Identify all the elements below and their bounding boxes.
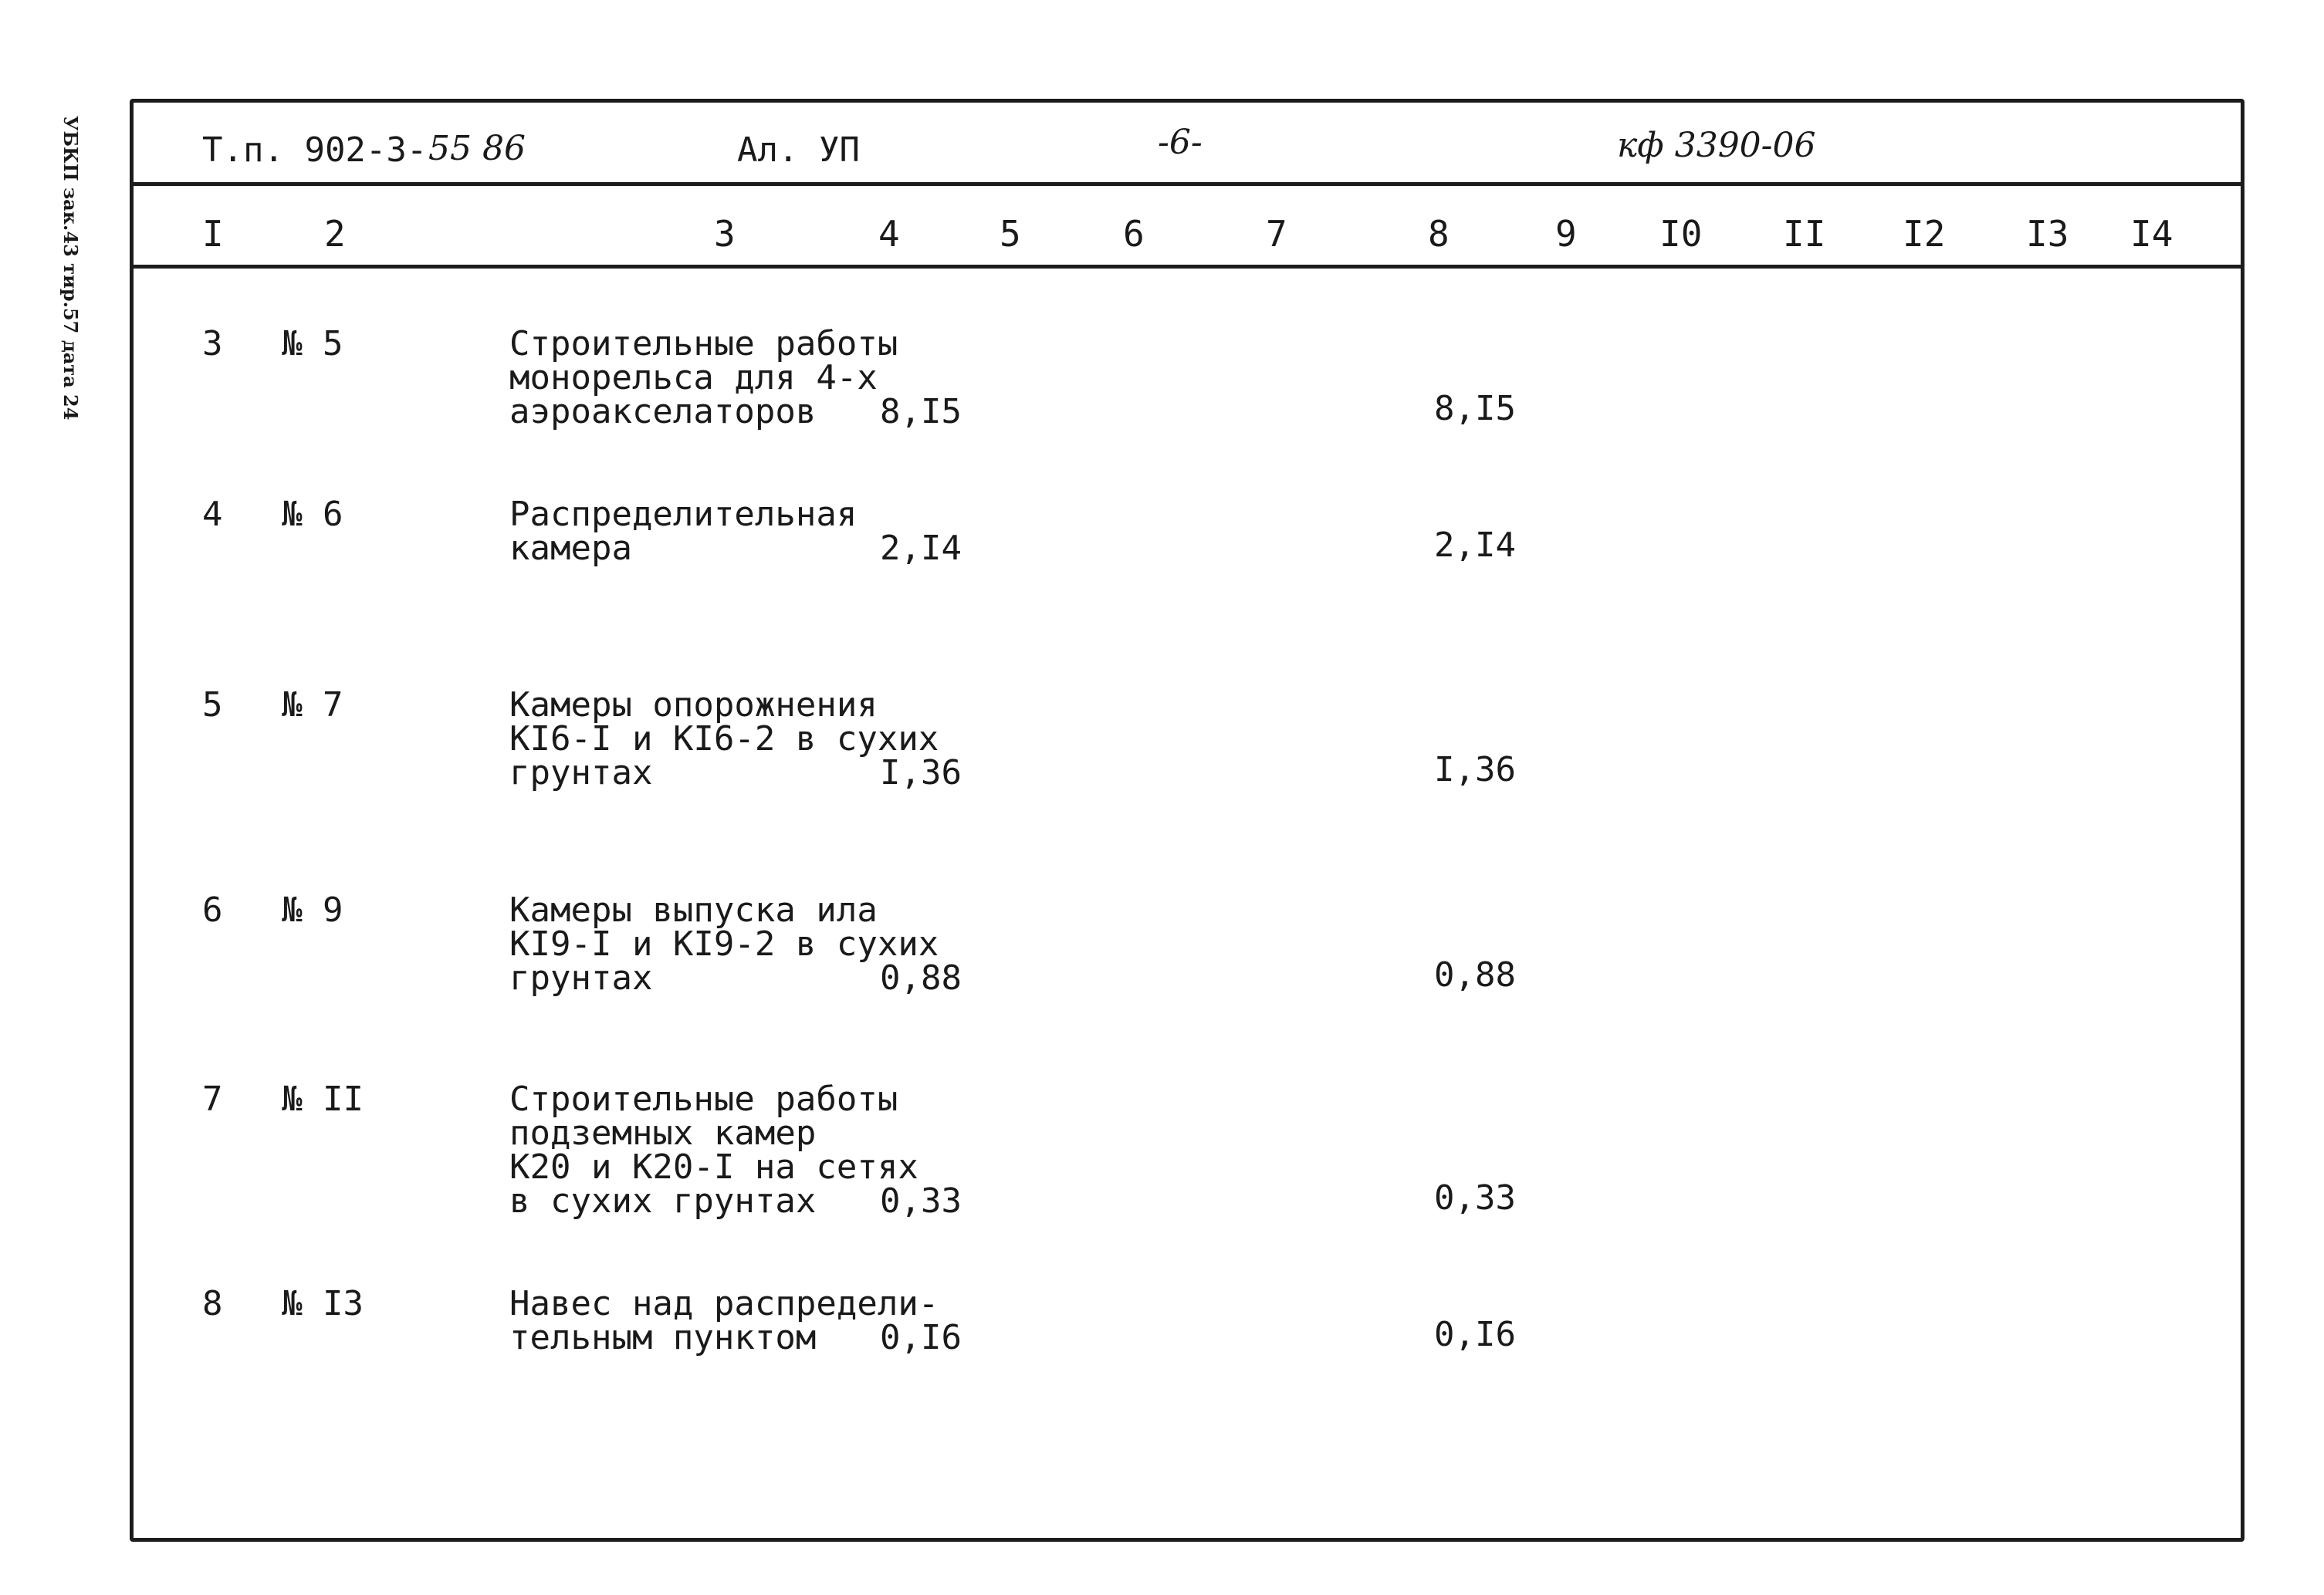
row-description-line: Распределительная xyxy=(509,495,858,534)
value-col-4: 2,I4 xyxy=(880,529,962,568)
value-col-8: 2,I4 xyxy=(1434,525,1516,565)
value-col-4: 0,88 xyxy=(880,958,962,998)
column-number-3: 3 xyxy=(714,213,736,255)
row-ref: № 7 xyxy=(282,685,343,725)
column-number-8: 8 xyxy=(1428,213,1450,255)
row-number: 5 xyxy=(202,685,223,725)
row-description-line: грунтах xyxy=(509,958,653,998)
value-col-4: 0,33 xyxy=(880,1181,962,1221)
row-description-line: тельным пунктом xyxy=(509,1318,817,1357)
row-description-line: Строительные работы xyxy=(509,1080,898,1119)
row-ref: № 5 xyxy=(282,324,343,363)
column-number-12: I2 xyxy=(1903,213,1946,255)
row-description-line: монорельса для 4-х xyxy=(509,358,878,397)
column-number-13: I3 xyxy=(2026,213,2069,255)
value-col-4: 0,I6 xyxy=(880,1318,962,1357)
row-description-line: Камеры опорожнения xyxy=(509,685,878,725)
row-ref: № II xyxy=(282,1080,364,1119)
row-description-line: КI9-I и КI9-2 в сухих xyxy=(509,924,939,964)
row-number: 4 xyxy=(202,495,223,534)
row-description-line: грунтах xyxy=(509,753,653,792)
row-number: 6 xyxy=(202,890,223,930)
row-description-line: Строительные работы xyxy=(509,324,898,363)
value-col-8: 0,33 xyxy=(1434,1178,1516,1218)
project-code: Т.п. 902-3- xyxy=(202,130,428,170)
row-description-line: К20 и К20-I на сетях xyxy=(509,1147,918,1187)
page-number: -6- xyxy=(1158,123,1203,162)
row-description-line: камера xyxy=(509,529,632,568)
row-number: 7 xyxy=(202,1080,223,1119)
column-number-11: II xyxy=(1783,213,1826,255)
row-ref: № 9 xyxy=(282,890,343,930)
column-number-14: I4 xyxy=(2130,213,2173,255)
row-description-line: аэроакселаторов xyxy=(509,392,817,431)
header-divider xyxy=(130,182,2245,186)
row-description-line: Камеры выпуска ила xyxy=(509,890,878,930)
column-number-5: 5 xyxy=(1000,213,1021,255)
value-col-4: I,36 xyxy=(880,753,962,792)
row-description-line: Навес над распредели- xyxy=(509,1284,939,1323)
column-number-2: 2 xyxy=(324,213,346,255)
value-col-8: 0,I6 xyxy=(1434,1315,1516,1354)
row-ref: № 6 xyxy=(282,495,343,534)
column-number-6: 6 xyxy=(1123,213,1145,255)
column-number-1: I xyxy=(202,213,224,255)
album-label: Ал. УП xyxy=(737,130,860,170)
value-col-8: 0,88 xyxy=(1434,955,1516,995)
row-number: 8 xyxy=(202,1284,223,1323)
column-number-7: 7 xyxy=(1266,213,1287,255)
value-col-8: I,36 xyxy=(1434,750,1516,789)
row-description-line: в сухих грунтах xyxy=(509,1181,817,1221)
table-frame xyxy=(130,99,2245,1542)
row-description-line: подземных камер xyxy=(509,1113,817,1153)
column-number-10: I0 xyxy=(1659,213,1703,255)
value-col-4: 8,I5 xyxy=(880,392,962,431)
row-description-line: КI6-I и КI6-2 в сухих xyxy=(509,719,939,759)
project-code-handwritten: 55 86 xyxy=(428,129,526,168)
column-header-divider xyxy=(130,265,2245,269)
column-number-9: 9 xyxy=(1555,213,1577,255)
sheet-code: кф 3390-06 xyxy=(1617,126,1816,165)
side-stamp: УБКП зак.43 тир.57 дата 24 xyxy=(59,116,82,421)
row-ref: № I3 xyxy=(282,1284,364,1323)
value-col-8: 8,I5 xyxy=(1434,389,1516,428)
row-number: 3 xyxy=(202,324,223,363)
column-number-4: 4 xyxy=(878,213,900,255)
